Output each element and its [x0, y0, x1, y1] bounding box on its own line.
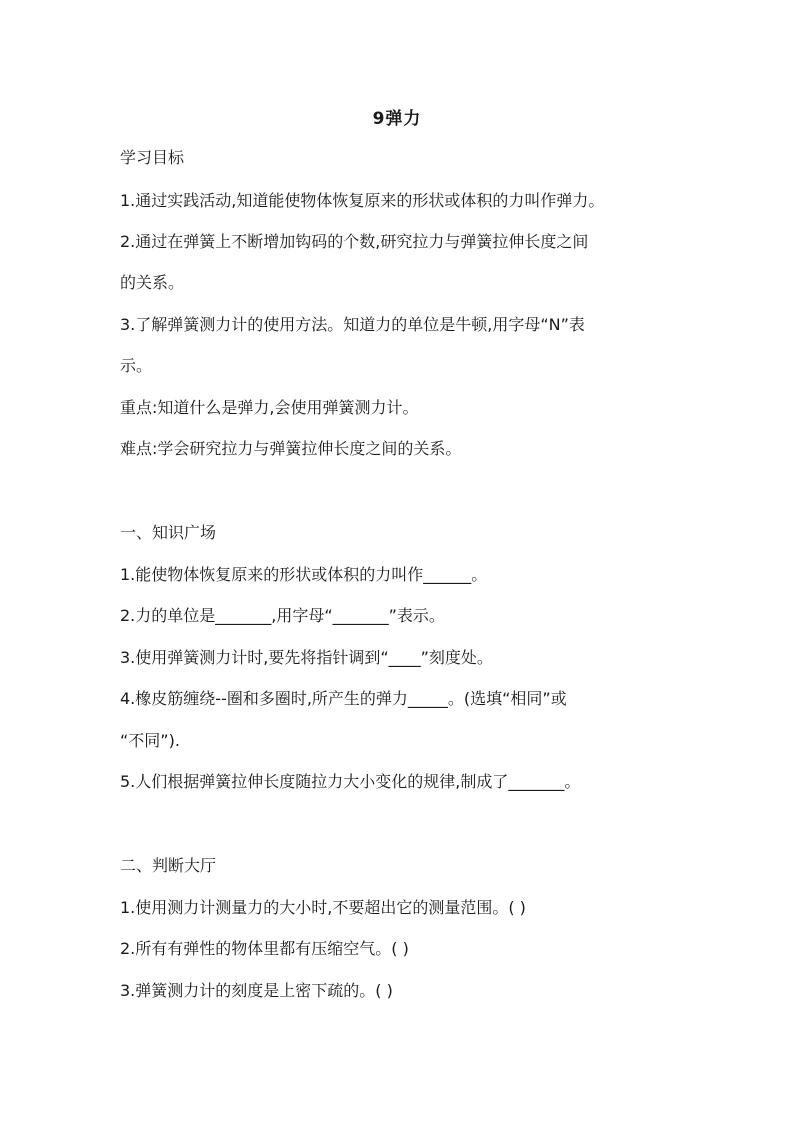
page-title: 9弹力: [372, 109, 422, 129]
objective-item: 3.了解弹簧测力计的使用方法。知道力的单位是牛顿,用字母“N”表: [120, 315, 585, 334]
objective-item: 2.通过在弹簧上不断增加钩码的个数,研究拉力与弹簧拉伸长度之间: [120, 232, 589, 251]
judge-item: 2.所有有弹性的物体里都有压缩空气。( ): [120, 939, 409, 958]
difficulty-point: 难点:学会研究拉力与弹簧拉伸长度之间的关系。: [120, 439, 462, 458]
fill-blank-item: “不同”).: [120, 731, 180, 750]
fill-blank-item: 3.使用弹簧测力计时,要先将指针调到“____”刻度处。: [120, 648, 493, 667]
key-point: 重点:知道什么是弹力,会使用弹簧测力计。: [120, 398, 419, 417]
fill-blank-item: 5.人们根据弹簧拉伸长度随拉力大小变化的规律,制成了_______。: [120, 772, 581, 791]
judge-item: 1.使用测力计测量力的大小时,不要超出它的测量范围。( ): [120, 898, 526, 917]
objectives-heading: 学习目标: [120, 148, 185, 167]
objective-item: 示。: [120, 356, 153, 375]
objective-item: 的关系。: [120, 273, 185, 292]
section2-heading: 二、判断大厅: [120, 856, 217, 875]
objective-item: 1.通过实践活动,知道能使物体恢复原来的形状或体积的力叫作弹力。: [120, 191, 605, 210]
judge-item: 3.弹簧测力计的刻度是上密下疏的。( ): [120, 981, 393, 1000]
fill-blank-item: 1.能使物体恢复原来的形状或体积的力叫作______。: [120, 565, 488, 584]
fill-blank-item: 2.力的单位是_______,用字母“_______”表示。: [120, 606, 445, 625]
fill-blank-item: 4.橡皮筋缠绕--圈和多圈时,所产生的弹力_____。(选填“相同”或: [120, 689, 567, 708]
section1-heading: 一、知识广场: [120, 523, 217, 542]
